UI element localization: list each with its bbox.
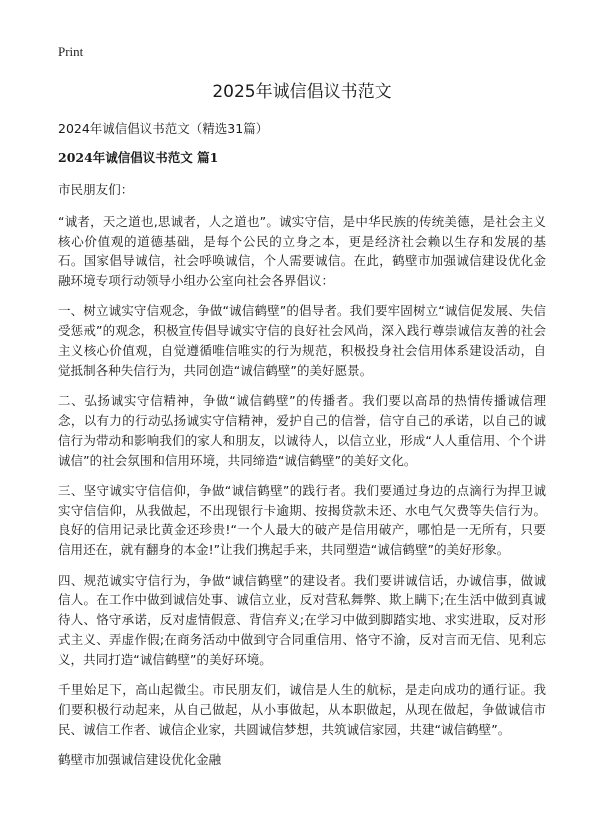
intro-paragraph: “诚者，天之道也,思诚者，人之道也”。诚实守信，是中华民族的传统美德，是社会主义核心价值观的道德基础，是每个公民的立身之本，更是经济社会赖以生存和发展的基石。国家倡导诚信，社会呼唤诚信，个人需要诚信。在此，鹤壁市加强诚信建设优化金融环境专项行动领导小组办公室向社会各界倡议： bbox=[58, 213, 546, 289]
salutation-paragraph: 市民朋友们： bbox=[58, 182, 134, 197]
print-link[interactable]: Print bbox=[58, 44, 84, 59]
page-title: 2025年诚信倡议书范文 bbox=[212, 82, 392, 102]
document-subtitle: 2024年诚信倡议书范文（精选31篇） bbox=[58, 121, 269, 136]
point-two-paragraph: 二、弘扬诚实守信精神，争做“诚信鹤壁”的传播者。我们要以高昂的热情传播诚信理念，以有力的行动弘扬诚实守信精神，爱护自己的信誉，信守自己的承诺，以自己的诚信行为带动和影响我们的家人和朋友，以诚待人，以信立业，形成“人人重信用、个个讲诚信”的社会氛围和信用环境，共同缔造“诚信鹤壁”的美好文化。 bbox=[58, 393, 546, 468]
document-body bbox=[58, 180, 546, 780]
signature-line: 鹤壁市加强诚信建设优化金融 bbox=[58, 751, 222, 767]
point-three-paragraph: 三、坚守诚实守信信仰，争做“诚信鹤壁”的践行者。我们要通过身边的点滴行为捍卫诚实守信信仰，从我做起，不出现银行卡逾期、按揭贷款未还、水电气欠费等失信行为。良好的信用记录比黄金还珍贵!“一个人最大的破产是信用破产，哪怕是一无所有，只要信用还在，就有翻身的本金!”让我们携起手来，共同塑造“诚信鹤壁”的美好形象。 bbox=[58, 482, 546, 558]
closing-paragraph: 千里始足下，高山起微尘。市民朋友们，诚信是人生的航标，是走向成功的通行证。我们要积极行动起来，从自己做起，从小事做起，从本职做起，从现在做起，争做诚信市民、诚信工作者、诚信企业家，共圆诚信梦想，共筑诚信家园，共建“诚信鹤壁”。 bbox=[58, 682, 546, 737]
point-four-paragraph: 四、规范诚实守信行为，争做“诚信鹤壁”的建设者。我们要讲诚信话，办诚信事，做诚信人。在工作中做到诚信处事、诚信立业，反对营私舞弊、欺上瞒下;在生活中做到真诚待人、恪守承诺，反对虚情假意、背信弃义;在学习中做到脚踏实地、求实进取，反对形式主义、弄虚作假;在商务活动中做到守合同重信用、恪守不渝，反对言而无信、见利忘义，共同打造“诚信鹤壁”的美好环境。 bbox=[58, 572, 546, 667]
point-one-paragraph: 一、树立诚实守信观念，争做“诚信鹤壁”的倡导者。我们要牢固树立“诚信促发展、失信受惩戒”的观念，积极宣传倡导诚实守信的良好社会风尚，深入践行尊崇诚信友善的社会主义核心价值观，自觉遵循唯信唯实的行为规范，积极投身社会信用体系建设活动，自觉抵制各种失信行为，共同创造“诚信鹤壁”的美好愿景。 bbox=[58, 303, 546, 378]
section-heading: 2024年诚信倡议书范文 篇1 bbox=[58, 150, 219, 165]
